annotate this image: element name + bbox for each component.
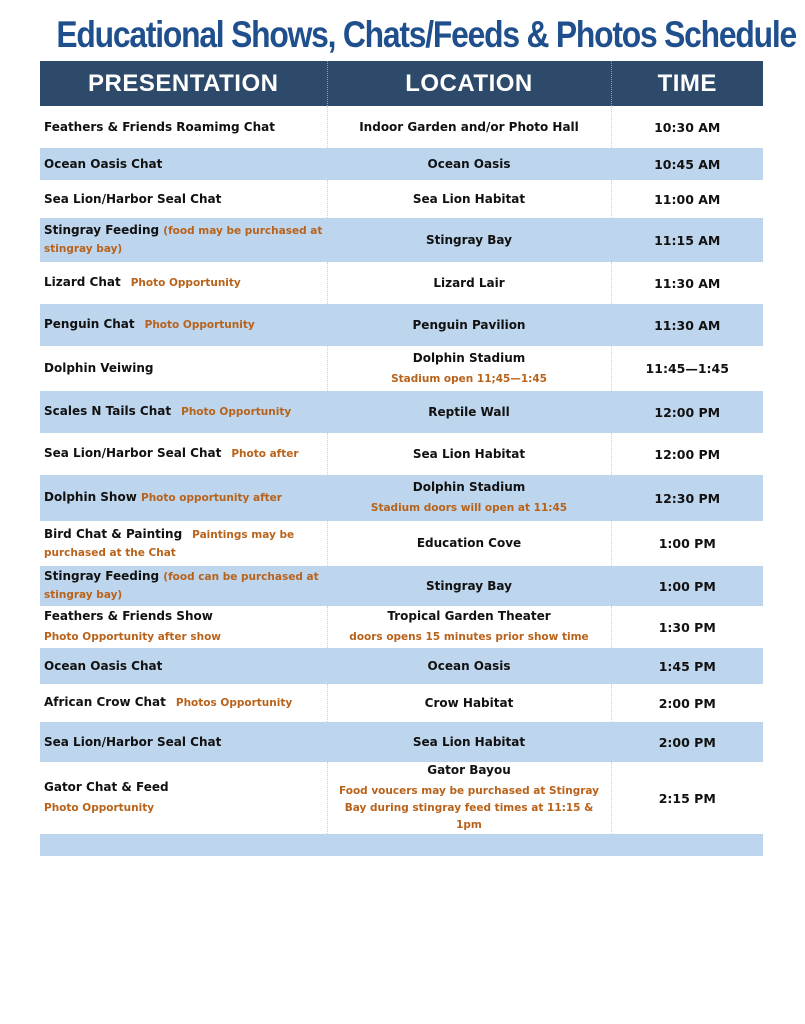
location-name: Stingray Bay — [426, 578, 512, 593]
table-row — [40, 521, 763, 566]
presentation-cell — [40, 521, 327, 566]
presentation-name: Feathers & Friends Show — [44, 609, 213, 623]
location-cell — [327, 684, 611, 722]
location-cell — [327, 106, 611, 148]
location-cell — [327, 148, 611, 180]
location-cell — [327, 391, 611, 433]
presentation-note: Photo Opportunity after show — [44, 631, 221, 643]
location-cell — [327, 566, 611, 606]
presentation-cell — [40, 391, 327, 433]
presentation-name: Sea Lion/Harbor Seal Chat — [44, 734, 222, 749]
time-cell: 11:30 AM — [611, 262, 763, 304]
table-row — [40, 722, 763, 762]
table-row — [40, 834, 763, 856]
presentation-cell — [40, 566, 327, 606]
time-cell: 11:15 AM — [611, 218, 763, 262]
presentation-cell — [40, 762, 327, 834]
presentation-cell — [40, 262, 327, 304]
presentation-note: (food may be purchased at stingray bay) — [44, 225, 323, 255]
location-note: Stadium open 11;45—1:45 — [391, 372, 547, 385]
location-name: Dolphin Stadium — [412, 350, 526, 365]
location-name: Stingray Bay — [426, 232, 512, 247]
location-cell — [327, 606, 611, 648]
time-cell: 11:30 AM — [611, 304, 763, 346]
presentation-note: Photo Opportunity — [181, 406, 292, 418]
location-cell — [327, 834, 611, 856]
presentation-note: Paintings may be purchased at the Chat — [44, 528, 295, 559]
time-cell: 10:30 AM — [611, 106, 763, 148]
time-cell: 10:45 AM — [611, 148, 763, 180]
presentation-cell — [40, 834, 327, 856]
location-name: Penguin Pavilion — [412, 317, 526, 332]
location-name: Tropical Garden Theater — [387, 609, 551, 623]
page-title: Educational Shows, Chats/Feeds & Photos Schedule — [56, 14, 796, 55]
time-cell: 11:00 AM — [611, 180, 763, 218]
table-row — [40, 304, 763, 346]
table-row — [40, 262, 763, 304]
table-row — [40, 148, 763, 180]
location-cell — [327, 722, 611, 762]
time-cell: 12:30 PM — [611, 475, 763, 521]
presentation-name: Dolphin Veiwing — [44, 361, 154, 375]
presentation-note: Photo Opportunity — [44, 802, 155, 814]
presentation-cell — [40, 148, 327, 180]
location-cell — [327, 762, 611, 834]
location-name: Crow Habitat — [424, 695, 514, 710]
location-cell — [327, 475, 611, 521]
time-cell: 2:00 PM — [611, 684, 763, 722]
presentation-cell — [40, 684, 327, 722]
table-row — [40, 180, 763, 218]
time-cell: 2:00 PM — [611, 722, 763, 762]
table-row — [40, 106, 763, 148]
presentation-name: Sea Lion/Harbor Seal Chat — [44, 191, 222, 206]
location-note: doors opens 15 minutes prior show time — [349, 631, 589, 643]
time-cell: 12:00 PM — [611, 391, 763, 433]
time-cell: 12:00 PM — [611, 433, 763, 475]
location-cell — [327, 180, 611, 218]
table-header — [40, 61, 763, 106]
time-cell: 11:45—1:45 — [611, 346, 763, 391]
location-name: Sea Lion Habitat — [412, 191, 526, 206]
location-name: Sea Lion Habitat — [412, 734, 526, 749]
presentation-cell — [40, 433, 327, 475]
presentation-name: Penguin Chat — [44, 317, 135, 331]
location-name: Ocean Oasis — [427, 658, 511, 673]
location-name: Indoor Garden and/or Photo Hall — [359, 119, 579, 134]
location-name: Sea Lion Habitat — [412, 446, 526, 461]
table-row — [40, 606, 763, 648]
presentation-name: Dolphin Show — [44, 490, 137, 504]
location-name: Ocean Oasis — [427, 156, 511, 171]
location-note: Stadium doors will open at 11:45 — [370, 502, 568, 514]
location-note: Food voucers may be purchased at Stingray Bay during stingray feed times at 11:15 & 1pm — [338, 785, 600, 831]
presentation-name: Sea Lion/Harbor Seal Chat — [44, 446, 222, 460]
presentation-note: Photo opportunity after — [141, 492, 282, 504]
presentation-cell — [40, 218, 327, 262]
location-cell — [327, 346, 611, 391]
presentation-note: (food can be purchased at stingray bay) — [44, 571, 319, 601]
presentation-name: Feathers & Friends Roamimg Chat — [44, 119, 275, 134]
schedule-table — [40, 61, 763, 856]
presentation-cell — [40, 648, 327, 684]
table-row — [40, 391, 763, 433]
presentation-name: Stingray Feeding — [44, 569, 160, 583]
time-cell: 1:00 PM — [611, 521, 763, 566]
time-cell: 2:15 PM — [611, 762, 763, 834]
location-name: Dolphin Stadium — [412, 480, 526, 494]
location-cell — [327, 433, 611, 475]
presentation-cell — [40, 346, 327, 391]
presentation-name: Ocean Oasis Chat — [44, 156, 163, 171]
table-row — [40, 433, 763, 475]
location-name: Reptile Wall — [428, 404, 510, 419]
presentation-cell — [40, 106, 327, 148]
presentation-name: Gator Chat & Feed — [44, 780, 169, 794]
time-cell: 1:45 PM — [611, 648, 763, 684]
table-row — [40, 566, 763, 606]
presentation-cell — [40, 304, 327, 346]
table-row — [40, 762, 763, 834]
table-row — [40, 648, 763, 684]
location-cell — [327, 218, 611, 262]
presentation-cell — [40, 180, 327, 218]
time-cell — [611, 834, 763, 856]
presentation-note: Photo Opportunity — [130, 277, 241, 289]
presentation-name: African Crow Chat — [44, 695, 166, 709]
presentation-name: Scales N Tails Chat — [44, 404, 172, 418]
header-presentation: PRESENTATION — [40, 61, 327, 106]
location-cell — [327, 648, 611, 684]
location-cell — [327, 521, 611, 566]
presentation-cell — [40, 475, 327, 521]
table-row — [40, 684, 763, 722]
header-time: TIME — [611, 61, 763, 106]
location-name: Lizard Lair — [433, 275, 505, 290]
presentation-name: Stingray Feeding — [44, 223, 160, 237]
presentation-note: Photo Opportunity — [144, 319, 255, 331]
presentation-note: Photos Opportunity — [175, 697, 293, 709]
presentation-name: Lizard Chat — [44, 275, 121, 289]
table-row — [40, 346, 763, 391]
location-cell — [327, 304, 611, 346]
header-location: LOCATION — [327, 61, 611, 106]
presentation-name: Ocean Oasis Chat — [44, 658, 163, 673]
time-cell: 1:00 PM — [611, 566, 763, 606]
presentation-cell — [40, 722, 327, 762]
location-cell — [327, 262, 611, 304]
presentation-name: Bird Chat & Painting — [44, 526, 183, 541]
time-cell: 1:30 PM — [611, 606, 763, 648]
table-row — [40, 218, 763, 262]
presentation-note: Photo after — [231, 448, 299, 460]
presentation-cell — [40, 606, 327, 648]
location-name: Education Cove — [416, 536, 522, 550]
table-row — [40, 475, 763, 521]
location-name: Gator Bayou — [427, 763, 511, 777]
